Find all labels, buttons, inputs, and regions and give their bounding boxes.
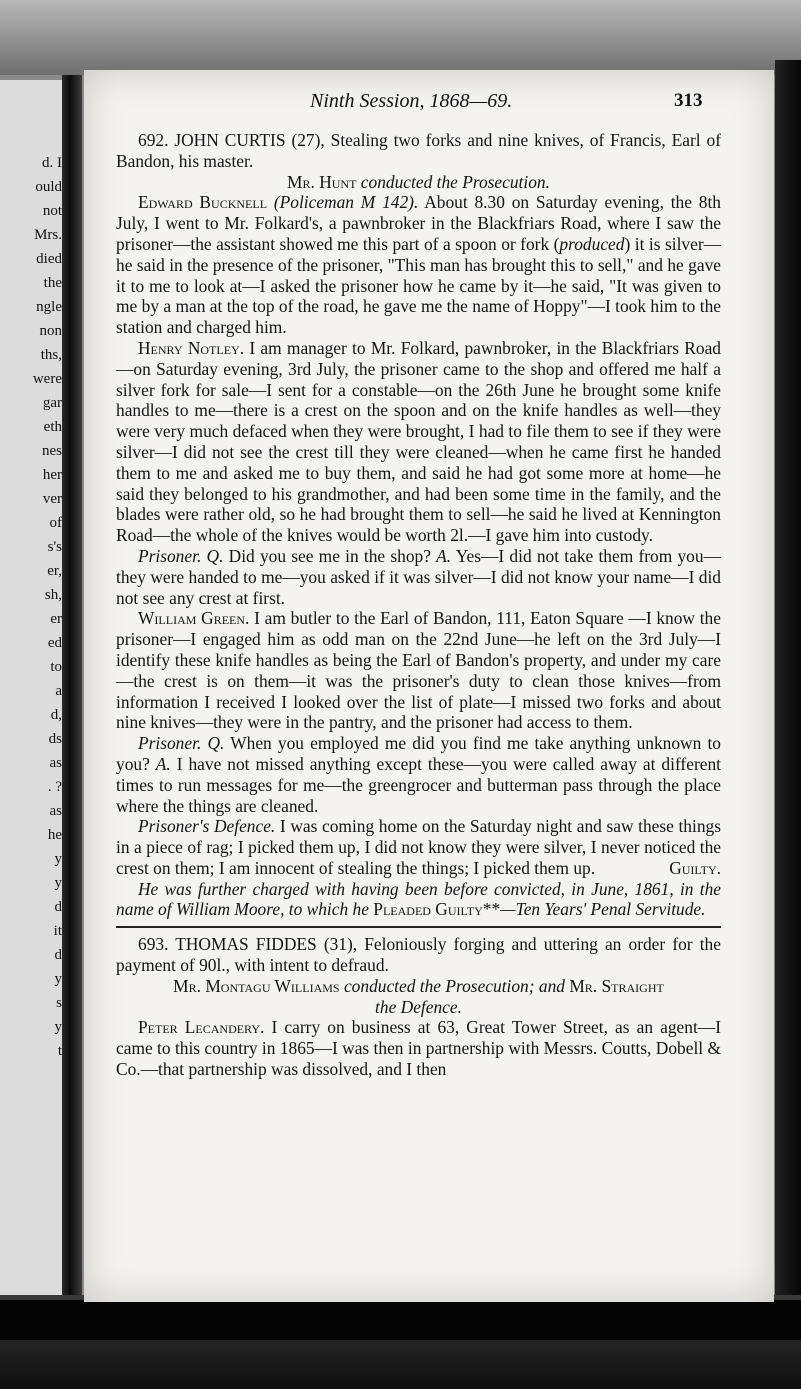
facing-page-text-fragment: as	[49, 803, 62, 819]
facing-page-text-fragment: er,	[47, 563, 62, 579]
facing-page-text-fragment: gar	[42, 395, 62, 411]
facing-page-text-fragment: s	[56, 995, 62, 1011]
book-edge-right	[775, 60, 801, 1320]
facing-page-text-fragment: y	[54, 1019, 62, 1035]
facing-page-text-fragment: non	[39, 323, 62, 339]
facing-page-text-fragment: a	[55, 683, 62, 699]
facing-page-text-fragment: d. I	[42, 155, 62, 171]
facing-page-text-fragment: to	[50, 659, 62, 675]
facing-page-text-fragment: . ?	[47, 779, 62, 795]
facing-page-text-fragment: eth	[43, 419, 62, 435]
facing-page-text-fragment: d	[54, 947, 62, 963]
facing-page-text-fragment: y	[54, 875, 62, 891]
running-head: Ninth Session, 1868—69.	[310, 90, 513, 112]
book-edge-bottom	[0, 1300, 801, 1340]
facing-page-fragment	[0, 80, 64, 1310]
facing-page-text-fragment: as	[49, 755, 62, 771]
document-page	[84, 70, 774, 1302]
scanner-background-top	[0, 0, 801, 75]
page-header	[84, 88, 774, 118]
witness-bucknell: Edward Bucknell (Policeman M 142). About 8.30 on Saturday evening, the 8th July, I went to Mr. Folkard's, a pawnbroker in the Blackfriars Road, where I saw the prisoner—the assistant showed me this part of a spoon or fork (produced) it is silver—he said in the presence of the prisoner, "This man has brought this to sell," and he gave it to me to look at—I asked the prisoner how he came by it—he said, "It was given to me by a man at the top of the road, he gave me the name of Hoppy"—I took him to the station and charged him.	[116, 192, 722, 338]
witness-green: William Green. I am butler to the Earl of Bandon, 111, Eaton Square —I know the prisoner—I engaged him as odd man on the 22nd June—he left on the 3rd July—I identify these knife handles as being the Earl of Bandon's property, and under my care—the crest is on them—it was the prisoner's duty to clean those knives—from information I received I looked over the list of plate—I missed two forks and about nine knives—they were in the pantry, and the prisoner had access to them.	[116, 608, 721, 733]
facing-page-text-fragment: y	[54, 971, 62, 987]
facing-page-text-fragment: Mrs.	[34, 227, 62, 243]
facing-page-text-fragment: ds	[48, 731, 62, 747]
facing-page-text-fragment: died	[36, 251, 62, 267]
facing-page-text-fragment: he	[47, 827, 62, 843]
facing-page-text-fragment: ths,	[40, 347, 62, 363]
facing-page-text-fragment: nes	[42, 443, 62, 459]
facing-page-text-fragment: it	[53, 923, 62, 939]
case-692-heading: 692. JOHN CURTIS (27), Stealing two forks and nine knives, of Francis, Earl of Bandon, his master.	[116, 130, 721, 171]
facing-page-text-fragment: were	[32, 371, 62, 387]
facing-page-text-fragment: d,	[50, 707, 62, 723]
facing-page-text-fragment: ould	[35, 179, 62, 195]
facing-page-text-fragment: er	[50, 611, 62, 627]
case-693-counsel: Mr. Montagu Williams conducted the Prosecution; and Mr. Straight the Defence.	[173, 975, 664, 1017]
facing-page-text-fragment: her	[42, 467, 62, 483]
facing-page-text-fragment: y	[54, 851, 62, 867]
case-693-heading: 693. THOMAS FIDDES (31), Feloniously forging and uttering an order for the payment of 90l., with intent to defraud.	[116, 934, 721, 976]
prisoner-question-2: Prisoner. Q. When you employed me did you find me take anything unknown to you? A. I have not missed anything except these—you were called away at different times to run messages for me—the greengrocer and butterman pass through the place where the things are cleaned.	[116, 733, 721, 816]
facing-page-text-fragment: of	[49, 515, 62, 531]
facing-page-text-fragment: ed	[47, 635, 62, 651]
facing-page-text-fragment: not	[42, 203, 62, 219]
case-692-prosecution: Mr. Hunt conducted the Prosecution.	[287, 171, 550, 192]
facing-page-text-fragment: sh,	[44, 587, 62, 603]
verdict: Guilty.	[669, 857, 721, 878]
book-spine	[62, 75, 82, 1320]
facing-page-text-fragment: the	[43, 275, 62, 291]
witness-lecandery: Peter Lecandery. I carry on business at 63, Great Tower Street, as an agent—I came to this country in 1865—I was then in partnership with Messrs. Coutts, Dobell & Co.—that partnership was dissolved, and I then	[116, 1017, 721, 1080]
page-body	[116, 130, 721, 1080]
further-charge: He was further charged with having been before convicted, in June, 1861, in the name of William Moore, to which he Pleaded Guilty**—Ten Years' Penal Servitude.	[116, 878, 721, 920]
facing-page-text-fragment: d	[54, 899, 62, 915]
facing-page-text-fragment: ver	[42, 491, 62, 507]
facing-page-text-fragment: ngle	[36, 299, 62, 315]
facing-page-text-fragment: s's	[47, 539, 62, 555]
page-number: 313	[674, 90, 703, 111]
prisoner-question-1: Prisoner. Q. Did you see me in the shop? A. Yes—I did not take them from you—they were handed to me—you asked if it was silver—I did not know your name—I did not see any crest at first.	[116, 545, 721, 608]
witness-notley: Henry Notley. I am manager to Mr. Folkard, pawnbroker, in the Blackfriars Road—on Saturday evening, 3rd July, the prisoner came to the shop and offered me half a silver fork for sale—I sent for a constable—on the 26th June he brought some knife handles to me—there is a crest on the spoon and on the knife handles as well—they were very much defaced when they were brought, I had to file them to see if they were silver—I did not see the crest till they were cleaned—when he came first he handed them to me and asked me to buy them, and said he had got some more at home—he said they belonged to his grandmother, and had been some time in the family, and the blades were rather old, so he had brought them to sell—he said he lived at Kennington Road—the whole of the knives would be worth 2l.—I gave him into custody.	[116, 337, 721, 546]
prisoner-defence: Prisoner's Defence. I was coming home on the Saturday night and saw these things in a piece of rag; I picked them up, I did not know they were silver, I never noticed the crest on them; I am innocent of stealing the things; I picked them up. Guilty.	[116, 816, 721, 878]
case-separator-rule	[116, 926, 721, 928]
facing-page-text-fragment: t	[57, 1043, 62, 1059]
